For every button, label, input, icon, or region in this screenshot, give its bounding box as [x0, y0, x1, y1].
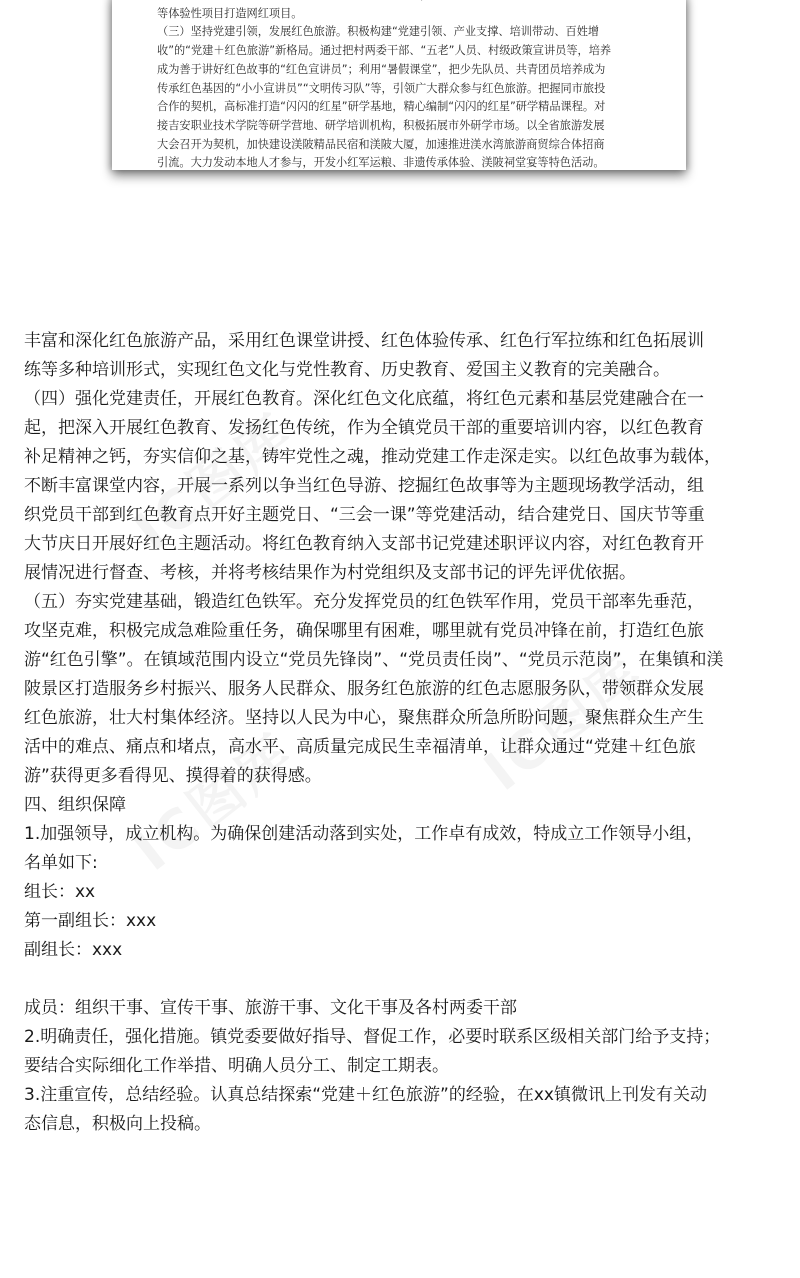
- body-line: 游“红色引擎”。在镇域范围内设立“党员先锋岗”、“党员责任岗”、“党员示范岗”，在集镇和渼: [24, 650, 724, 670]
- body-line: 练等多种培训形式，实现红色文化与党性教育、历史教育、爱国主义教育的完美融合。: [24, 360, 670, 380]
- body-line: 态信息，积极向上投稿。: [24, 1114, 211, 1134]
- preview-line: 引流。大力发动本地人才参与，开发小红军运粮、非遗传承体验、渼陂祠堂宴等特色活动。: [157, 156, 605, 170]
- preview-line: 成为善于讲好红色故事的“红色宣讲员”；利用“暑假课堂”，把少先队员、共青团员培养成为: [157, 62, 606, 76]
- preview-line: [157, 0, 647, 5]
- body-line: 陂景区打造服务乡村振兴、服务人民群众、服务红色旅游的红色志愿服务队，带领群众发展: [24, 679, 704, 699]
- leader-line: 组长：xx: [24, 882, 96, 902]
- body-line: 名单如下:: [24, 853, 98, 873]
- body-line: 丰富和深化红色旅游产品，采用红色课堂讲授、红色体验传承、红色行军拉练和红色拓展训: [24, 331, 704, 351]
- blank-line: [24, 965, 782, 994]
- body-line: 大节庆日开展好红色主题活动。将红色教育纳入支部书记党建述职评议内容，对红色教育开: [24, 534, 704, 554]
- body-line: 要结合实际细化工作举措、明确人员分工、制定工期表。: [24, 1056, 449, 1076]
- preview-text: [157, 0, 647, 170]
- body-line: 活中的难点、痛点和堵点，高水平、高质量完成民生幸福清单，让群众通过“党建＋红色旅: [24, 737, 696, 757]
- preview-line: 接吉安职业技术学院等研学营地、研学培训机构，积极拓展市外研学市场。以全省旅游发展: [157, 118, 605, 132]
- body-line: 游”获得更多看得见、摸得着的获得感。: [24, 766, 322, 786]
- preview-line: （三）坚持党建引领，发展红色旅游。积极构建“党建引领、产业支撑、培训带动、百姓增: [157, 25, 600, 39]
- body-line: 起，把深入开展红色教育、发扬红色传统，作为全镇党员干部的重要培训内容，以红色教育: [24, 418, 704, 438]
- preview-line: 合作的契机，高标准打造“闪闪的红星”研学基地，精心编制“闪闪的红星”研学精品课程。对: [157, 100, 606, 114]
- body-line: 红色旅游，壮大村集体经济。坚持以人民为中心，聚焦群众所急所盼问题，聚焦群众生产生: [24, 708, 704, 728]
- organization-heading: 四、组织保障: [24, 795, 126, 815]
- body-line: 3.注重宣传，总结经验。认真总结探索“党建＋红色旅游”的经验，在xx镇微讯上刊发有关动: [24, 1085, 707, 1105]
- first-deputy-line: 第一副组长：xxx: [24, 911, 157, 931]
- preview-line: 大会召开为契机，加快建设渼陂精品民宿和渼陂大厦，加速推进渼水湾旅游商贸综合体招商: [157, 137, 605, 151]
- section-four-heading: （四）强化党建责任，开展红色教育。深化红色文化底蕴，将红色元素和基层党建融合在一: [24, 389, 704, 409]
- body-line: 2.明确责任，强化措施。镇党委要做好指导、督促工作，必要时联系区级相关部门给予支持；: [24, 1027, 721, 1047]
- members-line: 成员：组织干事、宣传干事、旅游干事、文化干事及各村两委干部: [24, 998, 517, 1018]
- preview-line: 等体验性项目打造网红项目。: [157, 6, 303, 20]
- section-five-heading: （五）夯实党建基础，锻造红色铁军。充分发挥党员的红色铁军作用，党员干部率先垂范，: [24, 592, 704, 612]
- preview-line: 传承红色基因的“小小宣讲员”“文明传习队”等，引领广大群众参与红色旅游。把握同市旅投: [157, 81, 606, 95]
- body-line: 攻坚克难，积极完成急难险重任务，确保哪里有困难，哪里就有党员冲锋在前，打造红色旅: [24, 621, 704, 641]
- deputy-line: 副组长：xxx: [24, 940, 123, 960]
- body-line: 展情况进行督查、考核，并将考核结果作为村党组织及支部书记的评先评优依据。: [24, 563, 636, 583]
- body-line: 不断丰富课堂内容，开展一系列以争当红色导游、挖掘红色故事等为主题现场教学活动，组: [24, 476, 704, 496]
- preview-line: 收”的“党建＋红色旅游”新格局。通过把村两委干部、“五老”人员、村级政策宣讲员等，培养: [157, 44, 612, 58]
- body-line: 1.加强领导，成立机构。为确保创建活动落到实处，工作卓有成效，特成立工作领导小组，: [24, 824, 704, 844]
- document-body: [24, 327, 782, 1139]
- body-line: 织党员干部到红色教育点开好主题党日、“三会一课”等党建活动，结合建党日、国庆节等重: [24, 505, 705, 525]
- document-preview-card: [112, 0, 686, 170]
- body-line: 补足精神之钙，夯实信仰之基，铸牢党性之魂，推动党建工作走深走实。以红色故事为载体，: [24, 447, 721, 467]
